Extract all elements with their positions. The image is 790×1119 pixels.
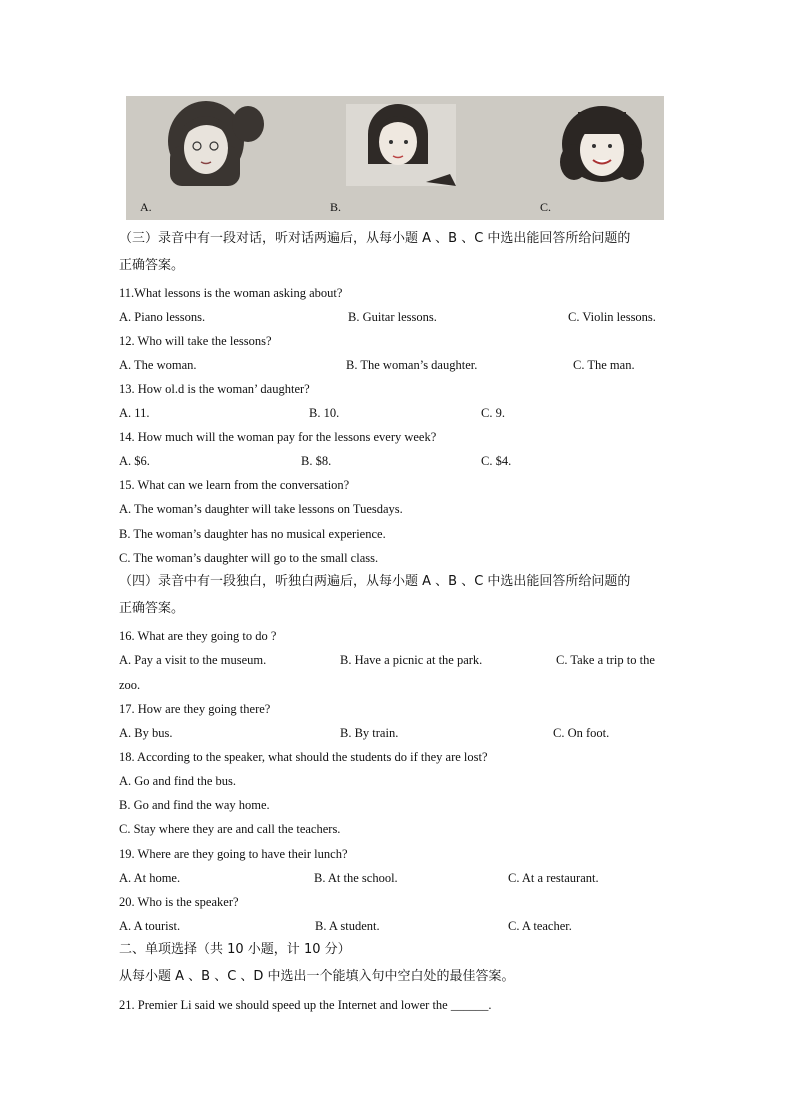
q12-text: 12. Who will take the lessons? xyxy=(119,334,272,348)
q14-option-a: A. $6. xyxy=(119,454,150,468)
q18-option-a: A. Go and find the bus. xyxy=(119,774,236,788)
picture-label-a: A. xyxy=(140,200,152,214)
q13-option-b: B. 10. xyxy=(309,406,340,420)
q14-option-c: C. $4. xyxy=(481,454,512,468)
q16-option-c: C. Take a trip to the xyxy=(556,653,655,667)
q21-text: 21. Premier Li said we should speed up the Internet and lower the ______. xyxy=(119,998,492,1012)
q11-option-a: A. Piano lessons. xyxy=(119,310,206,324)
q16-option-b: B. Have a picnic at the park. xyxy=(340,653,483,667)
q11-option-c: C. Violin lessons. xyxy=(568,310,656,324)
q15-option-c: C. The woman’s daughter will go to the small class. xyxy=(119,551,379,565)
q17-text: 17. How are they going there? xyxy=(119,702,271,716)
picture-label-c: C. xyxy=(540,200,552,214)
q16-text: 16. What are they going to do ? xyxy=(119,629,277,643)
q17-option-b: B. By train. xyxy=(340,726,399,740)
portraits-drawing xyxy=(126,96,664,220)
q20-option-a: A. A tourist. xyxy=(119,919,181,933)
q14-option-b: B. $8. xyxy=(301,454,332,468)
picture-label-b: B. xyxy=(330,200,342,214)
part2-heading: 二、单项选择（共 10 小题，计 10 分） xyxy=(119,942,351,957)
q18-option-c: C. Stay where they are and call the teachers. xyxy=(119,822,341,836)
q15-text: 15. What can we learn from the conversation? xyxy=(119,478,350,492)
q11-option-b: B. Guitar lessons. xyxy=(348,310,437,324)
q16-option-a: A. Pay a visit to the museum. xyxy=(119,653,267,667)
q13-text: 13. How ol.d is the woman’ daughter? xyxy=(119,382,310,396)
part2-instruction: 从每小题 A 、B 、C 、D 中选出一个能填入句中空白处的最佳答案。 xyxy=(119,969,515,984)
q20-option-c: C. A teacher. xyxy=(508,919,572,933)
section3-heading-line2: 正确答案。 xyxy=(119,258,185,273)
q17-option-c: C. On foot. xyxy=(553,726,610,740)
section4-heading-line2: 正确答案。 xyxy=(119,601,185,616)
section3-heading-line1: （三）录音中有一段对话，听对话两遍后，从每小题 A 、B 、C 中选出能回答所给问题的 xyxy=(119,231,631,246)
q12-option-a: A. The woman. xyxy=(119,358,197,372)
q18-option-b: B. Go and find the way home. xyxy=(119,798,270,812)
q16-option-c-continued: zoo. xyxy=(119,678,141,692)
q13-option-a: A. 11. xyxy=(119,406,150,420)
q15-option-a: A. The woman’s daughter will take lessons on Tuesdays. xyxy=(119,502,403,516)
q19-option-a: A. At home. xyxy=(119,871,181,885)
section4-heading-line1: （四）录音中有一段独白，听独白两遍后，从每小题 A 、B 、C 中选出能回答所给问题的 xyxy=(119,574,631,589)
portraits-photo xyxy=(126,96,664,220)
q19-option-c: C. At a restaurant. xyxy=(508,871,599,885)
q12-option-b: B. The woman’s daughter. xyxy=(346,358,478,372)
q18-text: 18. According to the speaker, what should the students do if they are lost? xyxy=(119,750,488,764)
portrait-b xyxy=(346,104,456,186)
q19-text: 19. Where are they going to have their lunch? xyxy=(119,847,348,861)
q19-option-b: B. At the school. xyxy=(314,871,398,885)
q12-option-c: C. The man. xyxy=(573,358,635,372)
q20-option-b: B. A student. xyxy=(315,919,380,933)
q13-option-c: C. 9. xyxy=(481,406,505,420)
q11-text: 11.What lessons is the woman asking about? xyxy=(119,286,343,300)
q17-option-a: A. By bus. xyxy=(119,726,173,740)
q14-text: 14. How much will the woman pay for the lessons every week? xyxy=(119,430,437,444)
q20-text: 20. Who is the speaker? xyxy=(119,895,239,909)
q15-option-b: B. The woman’s daughter has no musical experience. xyxy=(119,527,386,541)
